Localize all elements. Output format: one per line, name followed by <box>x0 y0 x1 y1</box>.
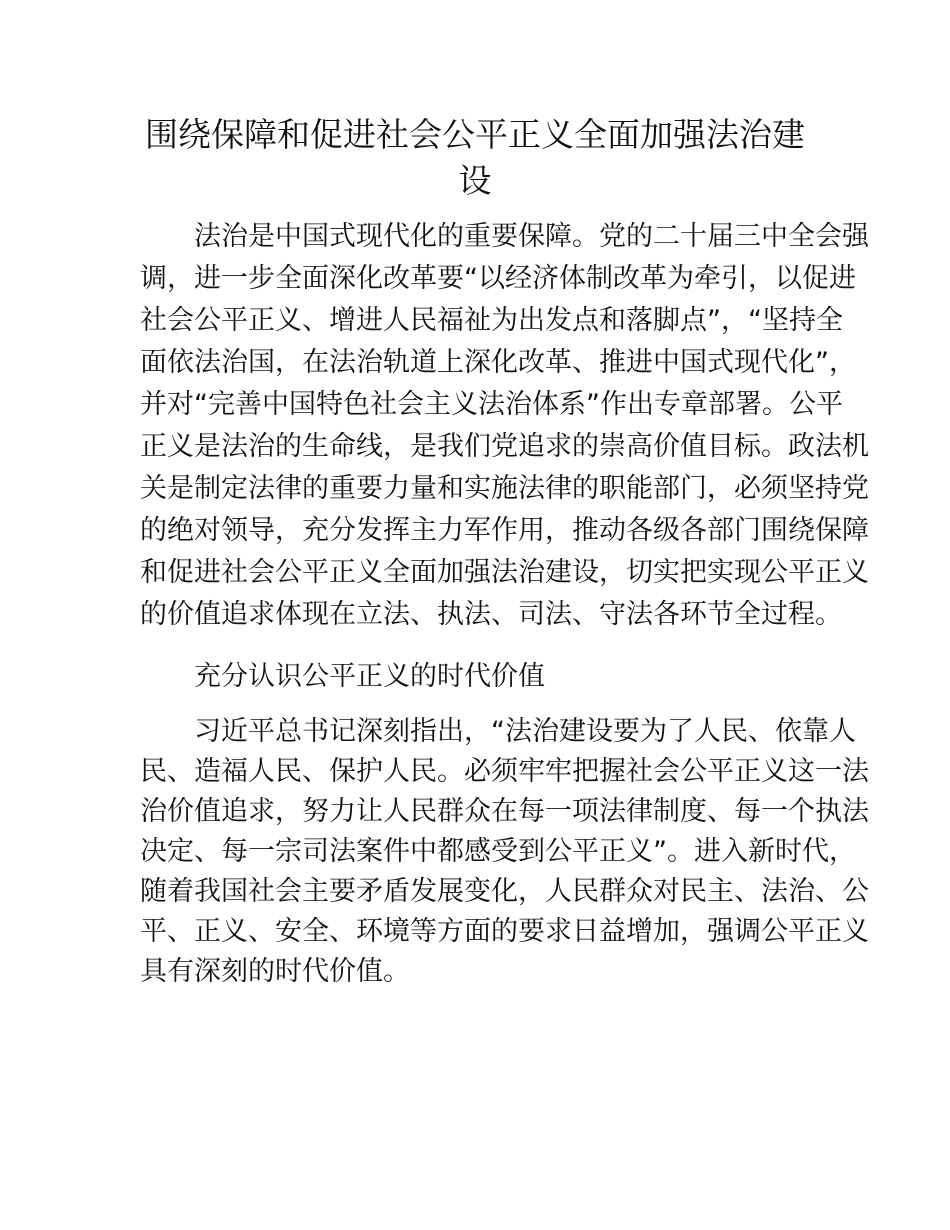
paragraph-time-value <box>140 712 869 992</box>
text-line: 充分认识公平正义的时代价值 <box>194 661 545 692</box>
text-line: 并对“完善中国特色社会主义法治体系”作出专章部署。公平 <box>140 389 843 420</box>
title-line: 围绕保障和促进社会公平正义全面加强法治建 <box>145 115 805 154</box>
text-line: 和促进社会公平正义全面加强法治建设，切实把实现公平正义 <box>140 557 869 588</box>
text-line: 法治是中国式现代化的重要保障。党的二十届三中全会强 <box>194 221 869 252</box>
text-line: 具有深刻的时代价值。 <box>140 956 410 987</box>
text-line: 平、正义、安全、环境等方面的要求日益增加，强调公平正义 <box>140 916 869 947</box>
text-line: 随着我国社会主要矛盾发展变化，人民群众对民主、法治、公 <box>140 876 869 907</box>
text-line: 民、造福人民、保护人民。必须牢牢把握社会公平正义这一法 <box>140 756 869 787</box>
text-line: 关是制定法律的重要力量和实施法律的职能部门，必须坚持党 <box>140 473 869 504</box>
paragraph-intro <box>140 216 869 636</box>
text-line: 正义是法治的生命线，是我们党追求的崇高价值目标。政法机 <box>140 431 869 462</box>
text-line: 的绝对领导，充分发挥主力军作用，推动各级各部门围绕保障 <box>140 515 869 546</box>
text-line: 社会公平正义、增进人民福祉为出发点和落脚点”，“坚持全 <box>140 305 843 336</box>
document-title <box>120 112 830 204</box>
text-line: 决定、每一宗司法案件中都感受到公平正义”。进入新时代， <box>140 836 856 867</box>
title-line: 设 <box>458 161 492 200</box>
text-line: 治价值追求，努力让人民群众在每一项法律制度、每一个执法 <box>140 796 869 827</box>
text-line: 习近平总书记深刻指出，“法治建设要为了人民、依靠人 <box>194 716 856 747</box>
section-heading <box>140 656 812 698</box>
text-line: 的价值追求体现在立法、执法、司法、守法各环节全过程。 <box>140 599 842 630</box>
text-line: 调，进一步全面深化改革要“以经济体制改革为牵引，以促进 <box>140 263 856 294</box>
text-line: 面依法治国，在法治轨道上深化改革、推进中国式现代化”， <box>140 347 856 378</box>
